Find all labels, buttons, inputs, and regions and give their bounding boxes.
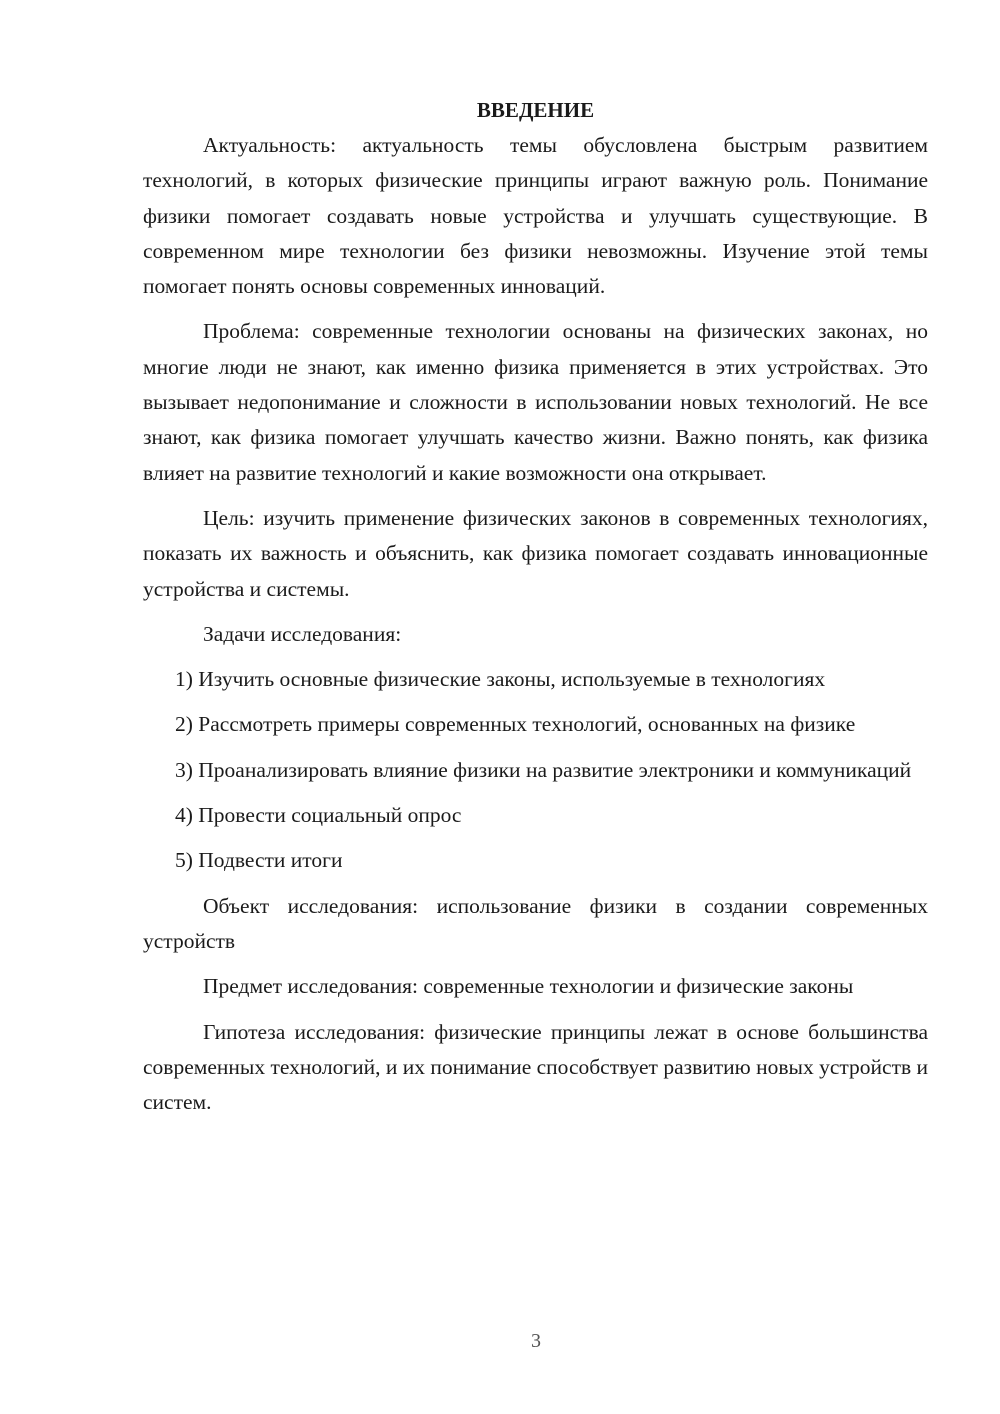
paragraph-object: Объект исследования: использование физики в создании современных устройств xyxy=(143,893,928,953)
page-number: 3 xyxy=(531,1330,541,1352)
task-item-1: 1) Изучить основные физические законы, используемые в технологиях xyxy=(175,667,826,692)
task-item-4: 4) Провести социальный опрос xyxy=(175,803,462,828)
task-item-5: 5) Подвести итоги xyxy=(175,848,343,873)
paragraph-hypothesis: Гипотеза исследования: физические принципы лежат в основе большинства современных технологий, и их понимание способствует развитию новых устройств и систем. xyxy=(143,1019,929,1115)
paragraph-relevance: Актуальность: актуальность темы обусловлена быстрым развитием технологий, в которых физические принципы играют важную роль. Понимание физики помогает создавать новые устройства и улучшать существующие. В современном мире технологии без физики невозможны. Изучение этой темы помогает понять основы современных инноваций. xyxy=(143,133,928,299)
paragraph-goal: Цель: изучить применение физических законов в современных технологиях, показать их важность и объяснить, как физика помогает создавать инновационные устройства и системы. xyxy=(143,505,928,601)
task-item-2: 2) Рассмотреть примеры современных технологий, основанных на физике xyxy=(175,712,856,737)
tasks-heading: Задачи исследования: xyxy=(203,621,402,646)
page-content xyxy=(143,92,928,1130)
page-title: ВВЕДЕНИЕ xyxy=(476,98,595,122)
task-item-3: 3) Проанализировать влияние физики на развитие электроники и коммуникаций xyxy=(175,757,912,782)
paragraph-subject: Предмет исследования: современные технологии и физические законы xyxy=(203,974,854,999)
paragraph-problem: Проблема: современные технологии основаны на физических законах, но многие люди не знают, как именно физика применяется в этих устройствах. Это вызывает недопонимание и сложности в использовании новых технологий. Не все знают, как физика помогает улучшать качество жизни. Важно понять, как физика влияет на развитие технологий и какие возможности она открывает. xyxy=(143,319,928,485)
